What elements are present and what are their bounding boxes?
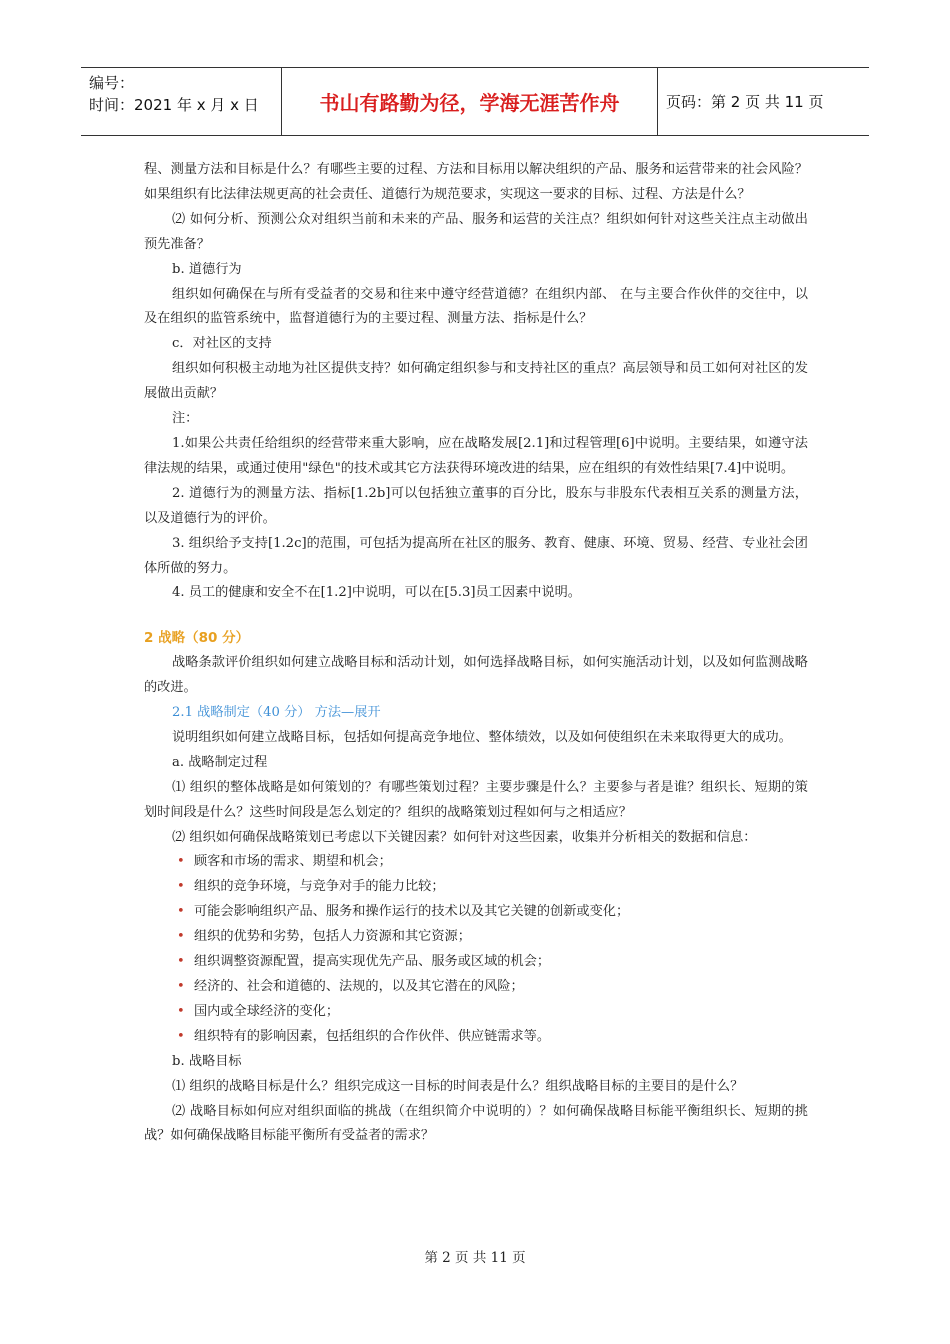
note-item: 4. 员工的健康和安全不在[1.2]中说明，可以在[5.3]员工因素中说明。 <box>172 585 581 601</box>
paragraph: 说明组织如何建立战略目标，包括如何提高竞争地位、整体绩效，以及如何使组织在未来取得更大的成功。 <box>172 729 792 745</box>
list-item <box>144 875 808 900</box>
list-item-text: 国内或全球经济的变化； <box>194 1003 340 1019</box>
document-body <box>144 158 808 1149</box>
list-item <box>144 850 808 875</box>
subheading: c．对社区的支持 <box>172 336 272 352</box>
bullet-icon: • <box>177 904 185 920</box>
list-item-text: 组织的竞争环境，与竞争对手的能力比较； <box>194 879 445 895</box>
header-table <box>81 67 869 136</box>
paragraph: ⑵ 如何分析、预测公众对组织当前和未来的产品、服务和运营的关注点？组织如何针对这些关注点主动做出预先准备？ <box>144 211 808 252</box>
list-item <box>144 900 808 925</box>
time-label: 时间：2021 年 x 月 x 日 <box>89 96 259 114</box>
paragraph: 战略条款评价组织如何建立战略目标和活动计划，如何选择战略目标，如何实施活动计划，以及如何监测战略的改进。 <box>144 655 808 696</box>
note-label: 注： <box>172 411 199 427</box>
list-item-text: 组织的优势和劣势，包括人力资源和其它资源； <box>194 929 471 945</box>
bullet-icon: • <box>177 929 185 945</box>
header-left-cell <box>81 68 282 135</box>
bullet-icon: • <box>177 854 185 870</box>
list-item-text: 可能会影响组织产品、服务和操作运行的技术以及其它关键的创新或变化； <box>194 904 630 920</box>
paragraph: 组织如何确保在与所有受益者的交易和往来中遵守经营道德？在组织内部、 在与主要合作伙伴的交往中，以及在组织的监管系统中，监督道德行为的主要过程、测量方法、指标是什么？ <box>144 286 808 327</box>
subheading: b. 道德行为 <box>172 261 242 277</box>
list-item <box>144 925 808 950</box>
paragraph: ⑴ 组织的整体战略是如何策划的？有哪些策划过程？主要步骤是什么？主要参与者是谁？组织长、短期的策划时间段是什么？这些时间段是怎么划定的？组织的战略策划过程如何与之相适应？ <box>144 779 808 820</box>
bullet-icon: • <box>177 879 185 895</box>
paragraph: 组织如何积极主动地为社区提供支持？如何确定组织参与和支持社区的重点？高层领导和员工如何对社区的发展做出贡献？ <box>144 361 808 402</box>
subheading: b. 战略目标 <box>172 1053 242 1069</box>
list-item-text: 经济的、社会和道德的、法规的，以及其它潜在的风险； <box>194 979 524 994</box>
bullet-icon: • <box>177 1003 185 1019</box>
bullet-icon: • <box>177 1028 185 1044</box>
note-item: 1.如果公共责任给组织的经营带来重大影响，应在战略发展[2.1]和过程管理[6]中说明。主要结果，如遵守法律法规的结果，或通过使用"绿色"的技术或其它方法获得环境改进的结果，应在组织的有效性结果[7.4]中说明。 <box>144 435 808 476</box>
paragraph: ⑵ 组织如何确保战略策划已考虑以下关键因素？如何针对这些因素，收集并分析相关的数据和信息： <box>172 829 757 845</box>
subheading: a. 战略制定过程 <box>172 754 268 770</box>
list-item <box>144 950 808 975</box>
note-item: 3. 组织给予支持[1.2c]的范围，可包括为提高所在社区的服务、教育、健康、环境、贸易、经营、专业社会团体所做的努力。 <box>144 535 808 576</box>
list-item-text: 顾客和市场的需求、期望和机会； <box>194 854 392 870</box>
bullet-icon: • <box>177 979 185 994</box>
page-footer: 第 2 页 共 11 页 <box>424 1250 526 1266</box>
list-item <box>144 1000 808 1025</box>
section-heading-2-1: 2.1 战略制定（40 分） 方法—展开 <box>172 705 381 721</box>
paragraph: 程、测量方法和目标是什么？有哪些主要的过程、方法和目标用以解决组织的产品、服务和运营带来的社会风险？如果组织有比法律法规更高的社会责任、道德行为规范要求，实现这一要求的目标、过程、方法是什么？ <box>144 162 808 202</box>
bullet-icon: • <box>177 954 185 970</box>
number-label: 编号： <box>89 74 135 92</box>
list-item <box>144 975 808 1000</box>
header-page-label: 页码：第 2 页 共 11 页 <box>666 93 824 111</box>
paragraph: ⑴ 组织的战略目标是什么？组织完成这一目标的时间表是什么？组织战略目标的主要目的是什么？ <box>172 1078 744 1094</box>
list-item-text: 组织调整资源配置，提高实现优先产品、服务或区域的机会； <box>194 954 551 970</box>
header-slogan: 书山有路勤为径，学海无涯苦作舟 <box>282 68 658 135</box>
note-item: 2. 道德行为的测量方法、指标[1.2b]可以包括独立董事的百分比，股东与非股东代表相互关系的测量方法，以及道德行为的评价。 <box>144 485 808 526</box>
section-heading-strategy: 2 战略（80 分） <box>144 630 250 647</box>
list-item <box>144 1025 808 1050</box>
paragraph: ⑵ 战略目标如何应对组织面临的挑战（在组织简介中说明的）？如何确保战略目标能平衡组织长、短期的挑战？如何确保战略目标能平衡所有受益者的需求？ <box>144 1103 808 1144</box>
list-item-text: 组织特有的影响因素，包括组织的合作伙伴、供应链需求等。 <box>194 1028 551 1044</box>
